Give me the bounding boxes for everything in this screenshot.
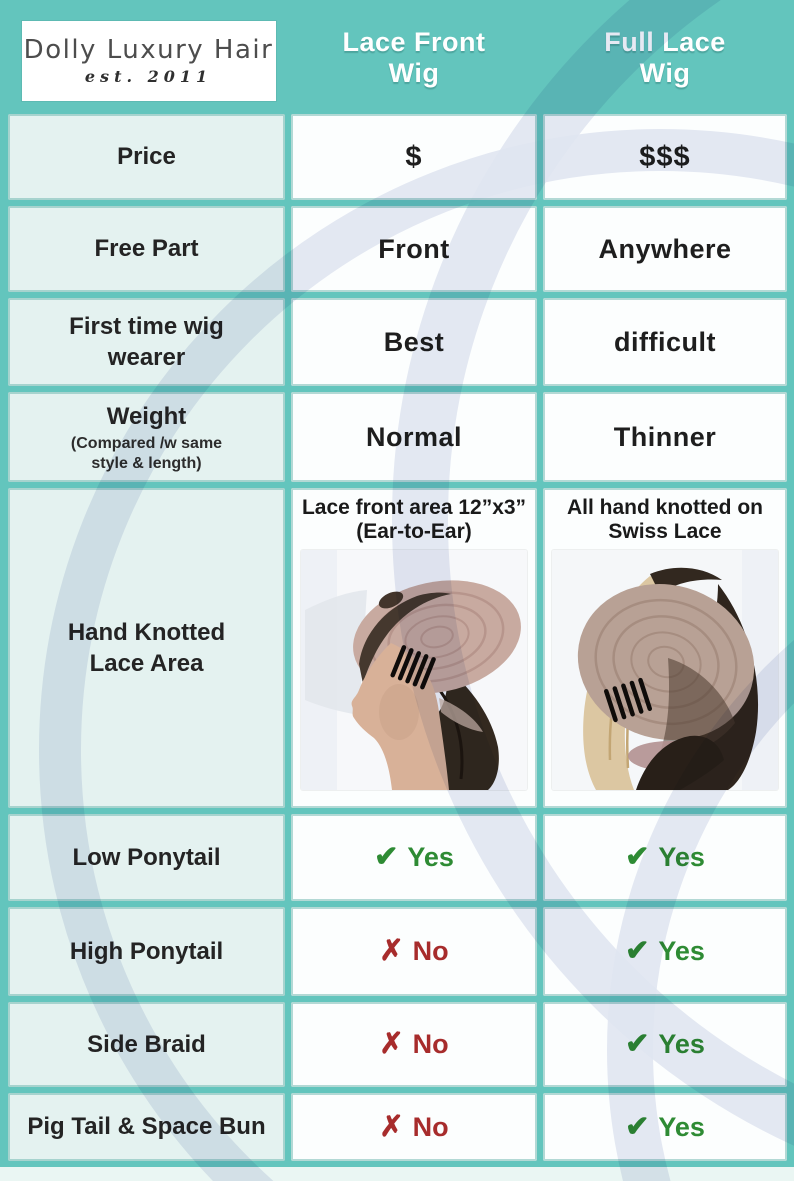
side-braid-full-lace: ✔ Yes [543,1002,787,1087]
cross-icon: ✗ [379,1110,404,1143]
row-label-hand-knotted-area: Hand Knotted Lace Area [8,488,285,808]
row-label-high-ponytail: High Ponytail [8,907,285,996]
price-full-lace: $$$ [543,114,787,200]
check-icon: ✔ [625,841,650,873]
row-label-free-part: Free Part [8,206,285,292]
full-lace-wig-cap-photo [552,550,778,790]
weight-lace-front: Normal [291,392,537,482]
row-label-weight: Weight (Compared /w same style & length) [8,392,285,482]
lace-front-wig-cap-photo [301,550,527,790]
row-label-side-braid: Side Braid [8,1002,285,1087]
price-lace-front: $ [291,114,537,200]
bottom-margin-strip [0,1167,794,1181]
comparison-table [8,8,787,1161]
first-time-full-lace: difficult [543,298,787,386]
pigtail-full-lace: ✔ Yes [543,1093,787,1161]
side-braid-lace-front: ✗ No [291,1002,537,1087]
first-time-lace-front: Best [291,298,537,386]
free-part-lace-front: Front [291,206,537,292]
cross-icon: ✗ [379,935,404,967]
check-icon: ✔ [625,1028,650,1060]
brand-header-cell [8,8,285,108]
low-ponytail-lace-front: ✔ Yes [291,814,537,901]
row-label-price: Price [8,114,285,200]
lace-front-cap-illustration [301,550,527,790]
weight-note: (Compared /w same style & length) [70,435,223,472]
column-header-full-lace: Full Lace Wig [604,26,726,88]
hand-knotted-lace-front: Lace front area 12”x3” (Ear-to-Ear) [291,488,537,808]
full-lace-cap-illustration [552,550,778,790]
brand-name: Dolly Luxury Hair [23,35,274,65]
brand-logo [22,21,276,101]
check-icon: ✔ [374,841,399,873]
high-ponytail-lace-front: ✗ No [291,907,537,996]
column-header-lace-front: Lace Front Wig [342,26,486,88]
free-part-full-lace: Anywhere [543,206,787,292]
row-label-pigtail-spacebun: Pig Tail & Space Bun [8,1093,285,1161]
pigtail-lace-front: ✗ No [291,1093,537,1161]
cross-icon: ✗ [379,1028,404,1060]
check-icon: ✔ [625,935,650,967]
row-label-low-ponytail: Low Ponytail [8,814,285,901]
row-label-first-time-wearer: First time wig wearer [8,298,285,386]
check-icon: ✔ [625,1110,650,1143]
high-ponytail-full-lace: ✔ Yes [543,907,787,996]
weight-full-lace: Thinner [543,392,787,482]
low-ponytail-full-lace: ✔ Yes [543,814,787,901]
hand-knotted-full-lace: All hand knotted on Swiss Lace [543,488,787,808]
brand-established: est. 2011 [84,67,213,86]
